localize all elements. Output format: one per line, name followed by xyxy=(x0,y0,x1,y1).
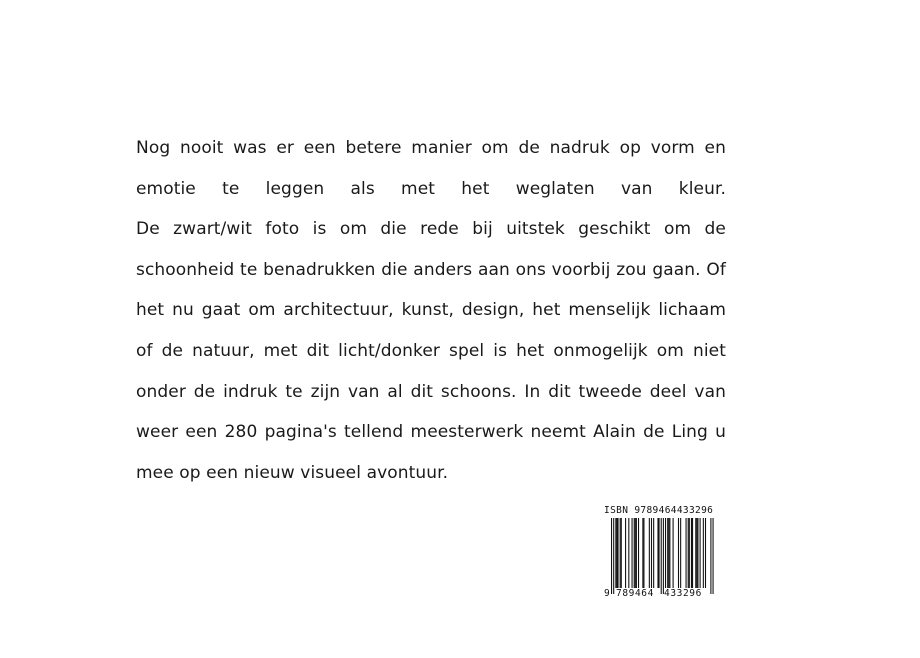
isbn-label: ISBN 9789464433296 xyxy=(604,505,714,516)
blurb-line-9: mee op een nieuw visueel avontuur. xyxy=(136,462,449,483)
barcode-digit-first: 9 xyxy=(604,588,610,599)
blurb-line-2: emotie te leggen als met het weglaten van kleur. xyxy=(136,178,726,199)
barcode-bar-41 xyxy=(710,518,711,594)
isbn-barcode xyxy=(604,506,716,600)
barcode-bar-3 xyxy=(616,518,617,588)
barcode-bar-31 xyxy=(688,518,689,588)
blurb-line-5: het nu gaat om architectuur, kunst, design, het menselijk lichaam xyxy=(136,300,726,321)
barcode-bar-18 xyxy=(653,518,654,588)
barcode-bar-42 xyxy=(713,518,714,594)
barcode-bar-0 xyxy=(611,518,612,594)
barcode-bar-22 xyxy=(663,518,664,594)
barcode-bar-30 xyxy=(686,518,687,588)
barcode-bar-7 xyxy=(625,518,626,588)
barcode-bar-27 xyxy=(673,518,674,588)
barcode-digits-right: 433296 xyxy=(664,588,702,599)
barcode-bar-8 xyxy=(628,518,629,588)
barcode-bar-32 xyxy=(689,518,690,588)
barcode-bar-25 xyxy=(668,518,669,588)
barcode-bar-10 xyxy=(634,518,635,588)
barcode-bar-16 xyxy=(649,518,650,588)
barcode-bar-12 xyxy=(636,518,637,588)
barcode-bar-20 xyxy=(659,518,660,588)
blurb-line-8: weer een 280 pagina's tellend meesterwerk neemt Alain de Ling u xyxy=(136,422,726,443)
barcode-bar-23 xyxy=(665,518,666,588)
barcode-bar-40 xyxy=(705,518,706,588)
barcode-bar-35 xyxy=(695,518,696,588)
barcode-bar-33 xyxy=(691,518,692,588)
barcode-bar-38 xyxy=(700,518,701,588)
barcode-digits xyxy=(604,588,716,600)
back-cover-blurb xyxy=(136,128,726,493)
barcode-bars xyxy=(604,518,716,594)
blurb-line-7: onder de indruk te zijn van al dit schoons. In dit tweede deel van xyxy=(136,381,726,402)
barcode-bar-37 xyxy=(697,518,698,588)
barcode-bar-39 xyxy=(703,518,704,588)
barcode-bar-36 xyxy=(696,518,697,588)
barcode-digits-left: 789464 xyxy=(616,588,654,599)
barcode-bar-4 xyxy=(617,518,618,588)
barcode-bar-9 xyxy=(632,518,633,588)
barcode-bar-21 xyxy=(661,518,662,594)
barcode-bar-6 xyxy=(621,518,622,588)
barcode-bar-15 xyxy=(643,518,644,588)
blurb-line-6: of de natuur, met dit licht/donker spel is het onmogelijk om niet xyxy=(136,340,726,361)
barcode-bar-5 xyxy=(620,518,621,588)
barcode-bar-1 xyxy=(613,518,614,594)
barcode-bar-13 xyxy=(638,518,639,588)
blurb-line-3: De zwart/wit foto is om die rede bij uitstek geschikt om de xyxy=(136,219,726,240)
barcode-bar-28 xyxy=(678,518,679,588)
barcode-bar-29 xyxy=(680,518,681,588)
barcode-bar-19 xyxy=(657,518,658,588)
barcode-bar-34 xyxy=(692,518,693,588)
barcode-bar-2 xyxy=(615,518,616,588)
blurb-line-1: Nog nooit was er een betere manier om de nadruk op vorm en xyxy=(136,138,726,158)
barcode-bar-11 xyxy=(635,518,636,588)
blurb-line-4: schoonheid te benadrukken die anders aan ons voorbij zou gaan. Of xyxy=(136,259,726,280)
barcode-bar-14 xyxy=(642,518,643,588)
barcode-bar-17 xyxy=(651,518,652,588)
barcode-bar-26 xyxy=(669,518,670,588)
barcode-bar-24 xyxy=(667,518,668,588)
